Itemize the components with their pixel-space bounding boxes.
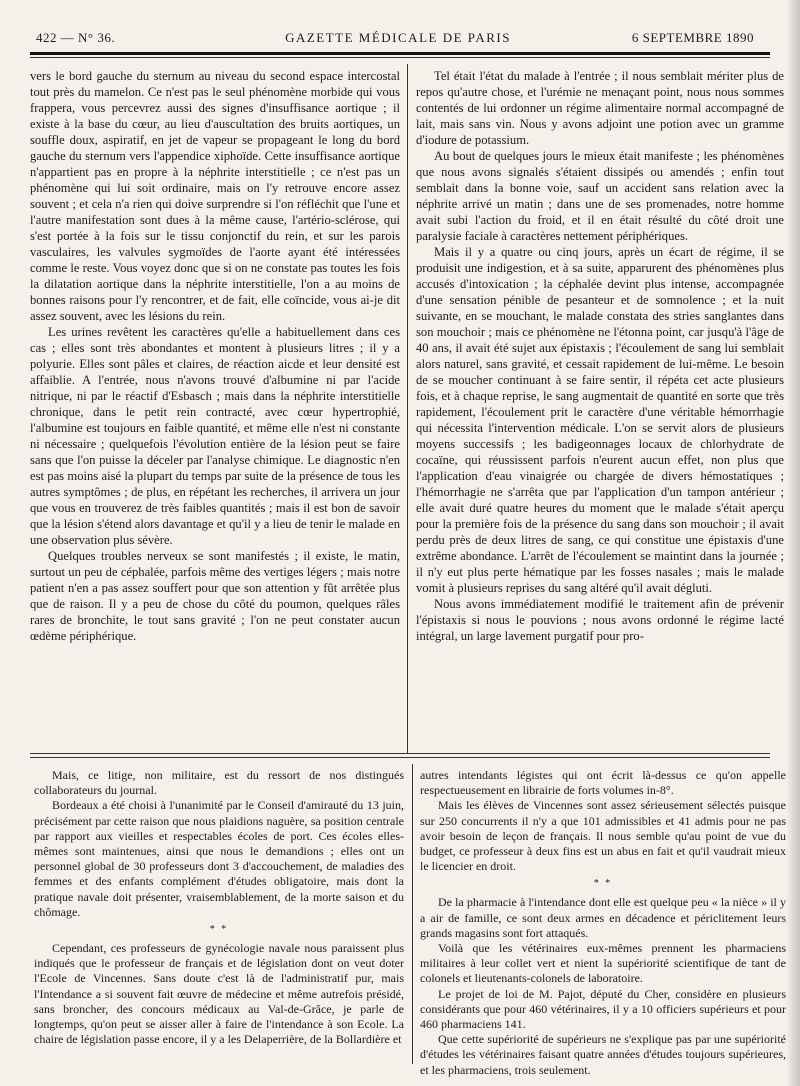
feuilleton-divider (30, 753, 770, 754)
feuilleton-paragraph: autres intendants légistes qui ont écrit là-dessus ce qu'on appelle respectueusement en librairie de forts volumes in-8°. (420, 768, 786, 798)
header-rule-thin (30, 57, 770, 58)
feuilleton-paragraph: Mais, ce litige, non militaire, est du ressort de nos distingués collaborateurs du journal. (34, 768, 404, 798)
feuilleton-paragraph: De la pharmacie à l'intendance dont elle est quelque peu « la nièce » il y a air de famille, ce sont deux armes en décadence et périclitement leurs grands magasins sont fort attaqués. (420, 895, 786, 940)
article-paragraph: Nous avons immédiatement modifié le traitement afin de prévenir l'épistaxis si nous le pouvions ; nous avons ordonné le régime lacté intégral, un large lavement purgatif pour pro- (416, 597, 784, 643)
page-number: 422 — N° 36. (36, 30, 116, 45)
article-left-column (30, 68, 400, 748)
section-separator: * * (209, 924, 229, 936)
article-paragraph: Les urines revêtent les caractères qu'elle a habituellement dans ces cas ; elles sont très abondantes et montent à plusieurs litres ; il y a polyurie. Elles sont pâles et claires, de réaction aicde et leur densité est affaiblie. A l'entrée, nous n'avons trouvé d'albumine ni par l'acide nitrique, ni par le réactif d'Esbasch ; mais dans la néphrite interstitielle chronique, dans le petit rein contracté, avec cœur hypertrophié, l'albumine est toujours en faible quantité, et même elle n'est ni constante ni nécessaire ; quelquefois l'évolution entière de la lésion peut se faire sans que l'on puisse la déceler par l'analyse chimique. Le diagnostic n'en est pas moins aisé la plupart du temps par suite de la présence de tous les autres symptômes ; de plus, en répétant les recherches, il arrivera un jour que vous en trouverez de très faibles quantités ; mais il est bon de savoir que la lésion s'étend alors davantage et qu'il y a lieu de tenir le malade en une observation plus sévère. (30, 325, 400, 547)
issue-date: 6 SEPTEMBRE 1890 (631, 30, 754, 45)
feuilleton-column-separator (412, 764, 413, 1064)
article-paragraph: vers le bord gauche du sternum au niveau du second espace intercostal tout près du mamelon. Ce n'est pas le seul phénomène morbide qui vous frappera, vous percevrez aussi des signes d'insuffisance aortique ; il existe à la base du cœur, au lieu d'auscultation des bruits aortiques, un souffle doux, aspiratif, en jet de vapeur se propageant le long du bord gauche du sternum vers l'appendice xiphoïde. Cette insuffisance aortique n'appartient pas en propre à la néphrite interstitielle ; ce n'est pas un phénomène qui lui soit ordinaire, mais on l'y retrouve encore assez souvent ; et cela n'a rien qui doive surprendre si l'on réfléchit que l'une et l'autre manifestation sont dues à la même cause, l'artério-sclérose, qui s'est portée à la fois sur le tissu conjonctif du rein, et sur les parois vasculaires, les valvules sygmoïdes de l'aorte ayant été intéressées comme le reste. Vous voyez donc que si on ne constate pas toutes les fois la dilatation aortique dans la néphrite interstitielle, l'on a au moins de bonnes raisons pour l'y rencontrer, et de fait, elle coïncide, vous ai-je dit assez souvent, avec les lésions du rein. (30, 69, 400, 323)
feuilleton-paragraph: Cependant, ces professeurs de gynécologie navale nous paraissent plus indiqués que le professeur de français et de législation dont on veut doter l'Ecole de Vincennes. Sans doute c'est là de l'administratif pur, mais l'Intendance a si souvent fait œuvre de médecine et même autrefois présidé, sans broncher, des concours médicaux au Val-de-Grâce, je parle de longtemps, qu'on peut se aisser aller à faire de l'intendance à son Ecole. La chaire de législation passe encore, il y a les Delaperrière, de la Bollardière et (34, 941, 404, 1047)
header-rule (30, 52, 770, 55)
feuilleton-paragraph: Bordeaux a été choisi à l'unanimité par le Conseil d'amirauté du 13 juin, précisément par cette raison que nous plaidions naguère, sa position centrale par rapport aux vieilles et respectables écoles de port. Ces écoles elles-mêmes sont maintenues, ainsi que nous le demandions ; elles ont un personnel global de 30 professeurs dont 3 d'accouchement, de maladies des femmes et des enfants complément d'études obligatoire, mais dont la pratique navale doit présenter, vraisemblablement, de la morte saison et du chômage. (34, 798, 404, 919)
feuilleton-right-column (420, 768, 786, 1078)
feuilleton-paragraph: Le projet de loi de M. Pajot, député du Cher, considère en plusieurs considérants que pour 460 vétérinaires, il y a 10 officiers supérieurs et pour 460 pharmaciens 141. (420, 986, 786, 1032)
article-paragraph: Mais il y a quatre ou cinq jours, après un écart de régime, il se produisit une indigestion, et à sa suite, apparurent des phénomènes plus accusés d'intoxication ; la céphalée devint plus intense, accompagnée d'une sensation pénible de pesanteur et de somnolence ; et la nuit suivante, en se mouchant, le malade constata des stries sanglantes dans son mouchoir ; mais ce phénomène ne l'étonna point, car jusqu'à l'âge de 40 ans, il avait été sujet aux épistaxis ; l'écoulement de sang lui semblait alors naturel, sans gravité, et cessait rapidement de lui-même. Le besoin de se moucher continuant à se faire sentir, il répéta cet acte plusieurs fois, et à chaque reprise, le sang augmentait de quantité en sorte que très rapidement, l'écoulement prit le caractère d'une véritable hémorrhagie qui nécessita l'intervention médicale. L'on se servit alors de plusieurs moyens successifs ; les badigeonnages locaux de chlorhydrate de cocaïne, qui réussissent parfois n'eurent aucun effet, non plus que l'application d'eau vinaigrée ou chargée de divers hémostatiques ; l'hémorrhagie ne s'arrêta que par l'application d'un tampon antérieur ; elle avait duré quatre heures du moment que le malade s'était aperçu pour la première fois de la présence du sang dans son mouchoir ; il avait perdu près de deux litres de sang, ce qui constitue une épistaxis d'une extrême abondance. L'arrêt de l'écoulement se maintint dans la journée ; il n'y eut plus perte hématique par les fosses nasales ; mais le malade vomit à plusieurs reprises du sang altéré qu'il avait dégluti. (416, 245, 784, 595)
column-separator (407, 64, 408, 754)
feuilleton-divider-thin (30, 757, 770, 758)
article-paragraph: Tel était l'état du malade à l'entrée ; il nous semblait mériter plus de repos qu'autre chose, et l'urémie ne menaçant point, nous nous sommes contentés de lui ordonner un régime alimentaire normal accompagné de lait, mais sans vin. Nous y avons adjoint une potion avec un gramme d'iodure de potassium. (416, 69, 784, 147)
feuilleton-paragraph: Voilà que les vétérinaires eux-mêmes prennent les pharmaciens militaires à leur collet vert et nient la supériorité scientifique de tant de colonels et lieutenants-colonels de laboratoire. (420, 941, 786, 986)
journal-title: GAZETTE MÉDICALE DE PARIS (285, 30, 511, 45)
page-edge-shadow (786, 0, 800, 1086)
feuilleton-left-column (34, 768, 404, 1078)
feuilleton-paragraph: Mais les élèves de Vincennes sont assez sérieusement sélectés puisque sur 250 concurrents il n'y a que 101 admissibles et 41 admis pour ne pas avoir besoin de leçon de français. Il nous semble qu'au point de vue du budget, ce professeur à deux fins est un abus en fait et qu'il vaudrait mieux le licencier en droit. (420, 798, 786, 874)
feuilleton-paragraph: Que cette supériorité de supérieurs ne s'explique pas par une supériorité d'études les vétérinaires faisant quatre années d'études toujours supérieures, et les pharmaciens, trois seulement. (420, 1032, 786, 1077)
article-right-column (416, 68, 784, 748)
running-header (28, 28, 768, 50)
section-separator: * * (593, 878, 613, 890)
article-paragraph: Au bout de quelques jours le mieux était manifeste ; les phénomènes que nous avons signalés s'étaient dissipés ou amendés ; enfin tout semblait dans la bonne voie, sauf un accident sans relation avec la néphrite arrivé un matin ; dans une de ses promenades, notre homme avait subi l'action du froid, et il en était résulté du côté droit une paralysie faciale à caractères nettement périphériques. (416, 149, 784, 243)
article-paragraph: Quelques troubles nerveux se sont manifestés ; il existe, le matin, surtout un peu de céphalée, parfois même des vertiges légers ; mais notre patient n'en a pas assez souffert pour que son attention y fût arrêtée plus que de raison. Il y a peu de chose du côté du poumon, quelques râles rares de bronchite, le tout sans gravité ; l'on ne peut constater aucun œdème périphérique. (30, 549, 400, 643)
